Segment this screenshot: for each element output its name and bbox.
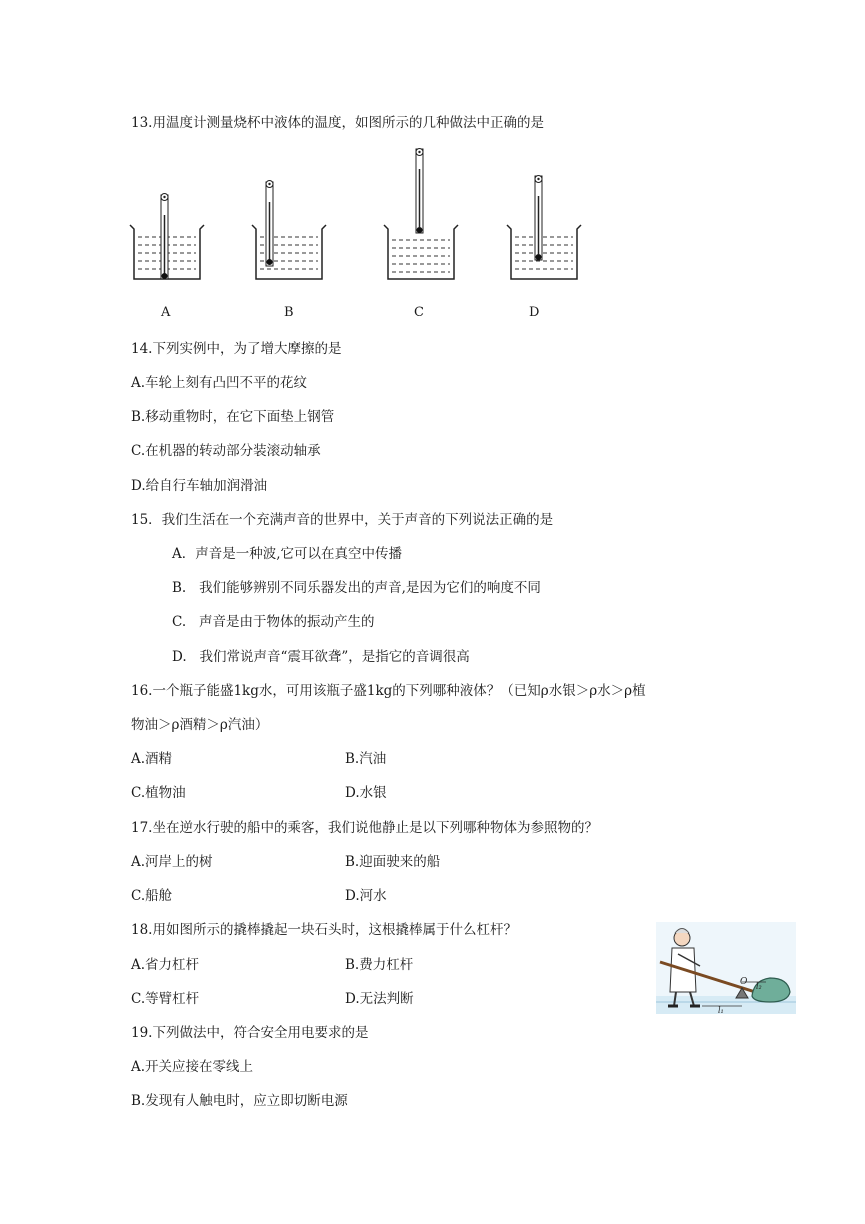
question-14-stem: 14.下列实例中，为了增大摩擦的是 [131,341,342,357]
question-14-option-d: D.给自行车轴加润滑油 [131,478,268,494]
question-13-stem: 13.用温度计测量烧杯中液体的温度，如图所示的几种做法中正确的是 [131,115,544,131]
figure-label-b: B [284,305,294,320]
question-14-option-c: C.在机器的转动部分装滚动轴承 [131,443,321,459]
question-14-option-b: B.移动重物时，在它下面垫上钢管 [131,409,335,425]
question-18-option-b: B.费力杠杆 [345,957,414,973]
question-19-stem: 19.下列做法中，符合安全用电要求的是 [131,1025,369,1041]
crowbar-illustration [656,922,796,1014]
figure-label-c: C [414,305,424,320]
question-16-option-d: D.水银 [345,785,387,801]
question-16-option-b: B.汽油 [345,751,387,767]
question-17-option-a: A.河岸上的树 [131,854,213,870]
arm-label-l1: l₁ [718,1006,724,1015]
question-19-option-b: B.发现有人触电时，应立即切断电源 [131,1093,348,1109]
question-18-option-a: A.省力杠杆 [131,957,200,973]
beaker-figure-c [382,145,462,285]
beaker-figure-d [505,172,585,285]
question-18-option-c: C.等臂杠杆 [131,991,200,1007]
beaker-figure-b [250,178,330,285]
question-17-option-b: B.迎面驶来的船 [345,854,441,870]
question-19-option-a: A.开关应接在零线上 [131,1059,254,1075]
beaker-figure-a [128,185,208,285]
question-16-stem-line1: 16.一个瓶子能盛1kg水，可用该瓶子盛1kg的下列哪种液体？（已知ρ水银＞ρ水＞ρ植 [131,683,646,699]
question-15-stem: 15．我们生活在一个充满声音的世界中，关于声音的下列说法正确的是 [131,512,554,528]
question-18-option-d: D.无法判断 [345,991,414,1007]
question-15-option-a: A．声音是一种波,它可以在真空中传播 [172,546,403,562]
question-15-option-d: D. 我们常说声音“震耳欲聋”，是指它的音调很高 [172,649,470,665]
question-14-option-a: A.车轮上刻有凸凹不平的花纹 [131,375,308,391]
question-17-stem: 17.坐在逆水行驶的船中的乘客，我们说他静止是以下列哪种物体为参照物的？ [131,820,598,836]
figure-label-a: A [161,305,171,320]
figure-label-d: D [529,305,540,320]
question-15-option-c: C. 声音是由于物体的振动产生的 [172,614,375,630]
question-15-option-b: B. 我们能够辨别不同乐器发出的声音,是因为它们的响度不同 [172,580,541,596]
arm-label-l2: l₂ [756,982,762,991]
question-17-option-d: D.河水 [345,888,387,904]
question-18-stem: 18.用如图所示的撬棒撬起一块石头时，这根撬棒属于什么杠杆？ [131,922,517,938]
fulcrum-label: O [740,977,748,987]
question-16-stem-line2: 物油＞ρ酒精＞ρ汽油） [131,717,269,733]
question-16-option-c: C.植物油 [131,785,186,801]
question-17-option-c: C.船舱 [131,888,173,904]
question-16-option-a: A.酒精 [131,751,173,767]
